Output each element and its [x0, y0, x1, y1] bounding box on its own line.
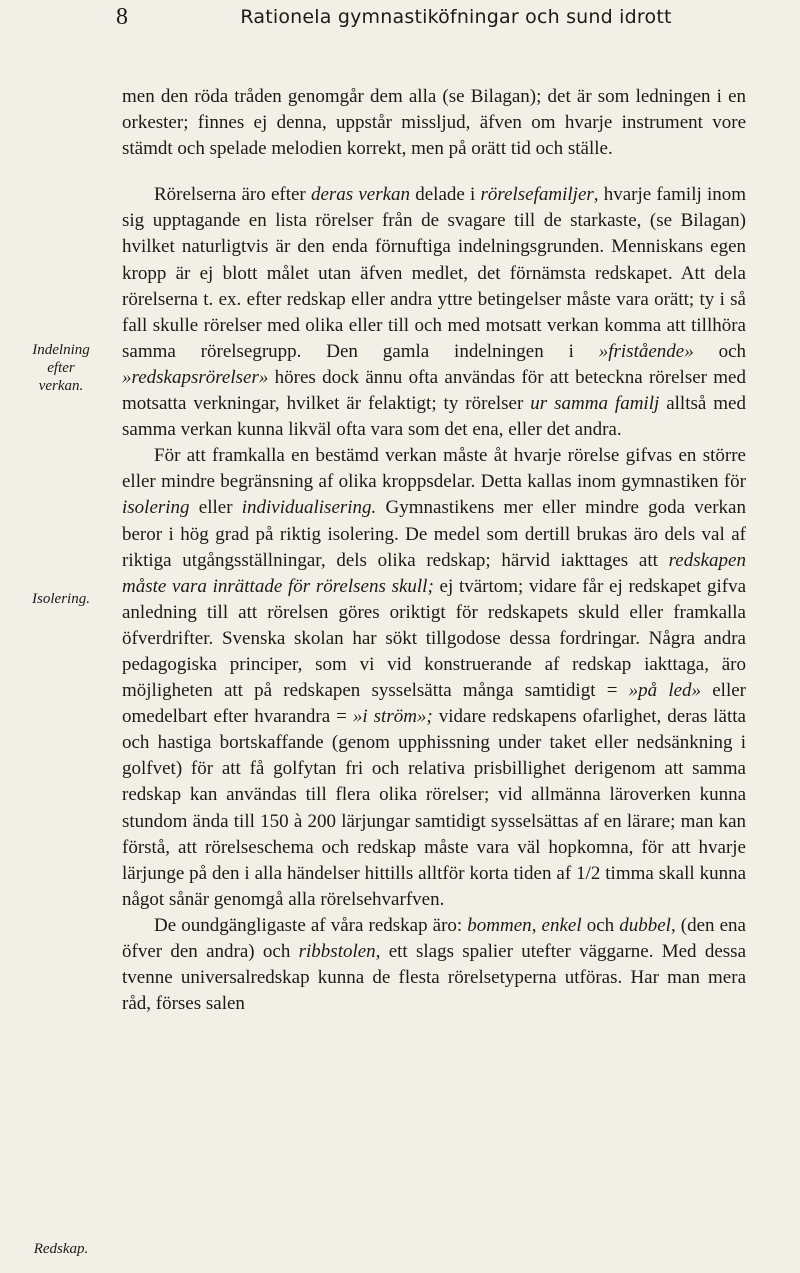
emphasis: individualisering.	[241, 497, 377, 519]
page-number: 8	[116, 4, 128, 30]
paragraph-4	[122, 913, 746, 1017]
emphasis: bommen	[467, 914, 532, 936]
margin-note-line: Indelning	[32, 342, 90, 358]
emphasis: »på led»	[628, 680, 702, 702]
text-run: och	[581, 914, 620, 936]
text-run: vidare redskapens ofarlighet, deras lätta och hastiga bortskaffande (genom upphissning under taket eller nedsänkning i golfvet) för att få golfytan fri och relativa prisbillighet derigenom att samma redskap kan användas till flera olika rörelser; vid allmänna läroverken kunna stundom ända till 150 à 200 lärjungar samtidigt sysselsättas af en lärare; man kan förstå, att rörelseschema och redskap måste vara väl hopkomna, för att hvarje lärjunge på den i alla händelser hittills alltför korta tiden af	[122, 706, 746, 884]
paragraph-gap	[122, 162, 746, 182]
page-header	[0, 4, 800, 64]
text-run: höres dock ännu ofta användas för att beteckna rörelser med motsatta verkningar, hvilket är felaktigt; ty rörelser	[122, 366, 746, 415]
emphasis: rörelsefamiljer	[480, 184, 594, 206]
emphasis: deras verkan	[310, 184, 411, 206]
emphasis: redskapen måste vara inrättade för rörelsens skull;	[122, 549, 746, 597]
emphasis: »redskapsrörelser»	[122, 366, 269, 388]
margin-note-line: verkan.	[38, 378, 84, 394]
text-run: De oundgängligaste af våra redskap äro:	[154, 914, 468, 936]
margin-note-line: efter	[47, 360, 75, 376]
text-run: eller	[189, 497, 242, 519]
text-run: och	[693, 340, 746, 362]
emphasis: »i ström»;	[352, 706, 433, 728]
paragraph-2	[122, 182, 746, 443]
emphasis: »fristående»	[598, 340, 694, 362]
text-run: eller omedelbart efter hvarandra =	[122, 680, 746, 728]
margin-note-indelning	[6, 341, 116, 395]
margin-notes	[0, 0, 120, 1273]
margin-note-redskap: Redskap.	[33, 1241, 89, 1257]
text-run: , ett slags spalier utefter väggarne. Med dessa tvenne universalredskap kunna de flesta rörelsetyperna utföras. Har man mera råd, förses salen	[122, 941, 746, 1015]
margin-note-isolering: Isolering.	[32, 591, 90, 607]
text-run: Gymnastikens mer eller mindre goda verkan beror i hög grad på riktig isolering. De medel som dertill brukas äro dels val af riktiga utgångsställningar, dels olika redskap; härvid iakttages att	[122, 497, 746, 571]
paragraph-3	[122, 443, 746, 913]
emphasis: isolering	[122, 497, 190, 519]
text-run: timma skall kunna något sånär genomgå alla rörelsehvarfven.	[122, 862, 746, 910]
running-title: Rationela gymnastiköfningar och sund idrott	[240, 6, 672, 28]
emphasis: dubbel	[619, 914, 671, 936]
text-run: , (den ena öfver den andra) och	[122, 914, 746, 962]
emphasis: ribbstolen	[298, 941, 376, 962]
body-text	[122, 84, 746, 1017]
paragraph-1: men den röda tråden genomgår dem alla (se Bilagan); det är som ledningen i en orkester; finnes ej denna, uppstår missljud, äfven om hvarje instrument vore stämdt och spelade melodien korrekt, men på orätt tid och ställe.	[122, 86, 746, 160]
text-run: ej tvärtom; vidare får ej redskapet gifva anledning till att rörelsen göres oriktigt för redskapets skuld eller framkalla öfverdrifter. Svenska skolan har sökt tillgodose dessa fordringar. Några andra pedagogiska principer, som vi vid konstruerande af redskap iakttaga, äro möjligheten att på redskapen sysselsätta många samtidigt =	[122, 575, 746, 702]
text-run: , hvarje familj inom sig upptagande en lista rörelser från de svagare till de starkaste, (se Bilagan) hvilket naturligtvis är den enda förnuftiga indelningsgrunden. Menniskans egen kropp är ej blott målet utan äfven medlet, det förnämsta redskapet. Att dela rörelserna t. ex. efter redskap eller andra yttre betingelser måste vara orätt; ty i så fall skulle rörelser med olika eller till och med motsatt verkan komma att tillhöra samma rörelsegrupp. Den gamla indelningen i	[122, 184, 747, 362]
emphasis: enkel	[541, 914, 582, 936]
text-run: alltså med samma verkan kunna likväl ofta vara som det ena, eller det andra.	[122, 393, 746, 441]
text-run: Rörelserna äro efter	[154, 184, 311, 206]
emphasis: ur samma familj	[530, 393, 660, 415]
text-run: För att framkalla en bestämd verkan måste åt hvarje rörelse gifvas en större eller mindre begränsning af olika kroppsdelar. Detta kallas inom gymnastiken för	[122, 445, 746, 493]
text-run: delade i	[410, 184, 481, 206]
text-run: ,	[531, 914, 542, 936]
fraction: 1/2	[576, 862, 601, 884]
